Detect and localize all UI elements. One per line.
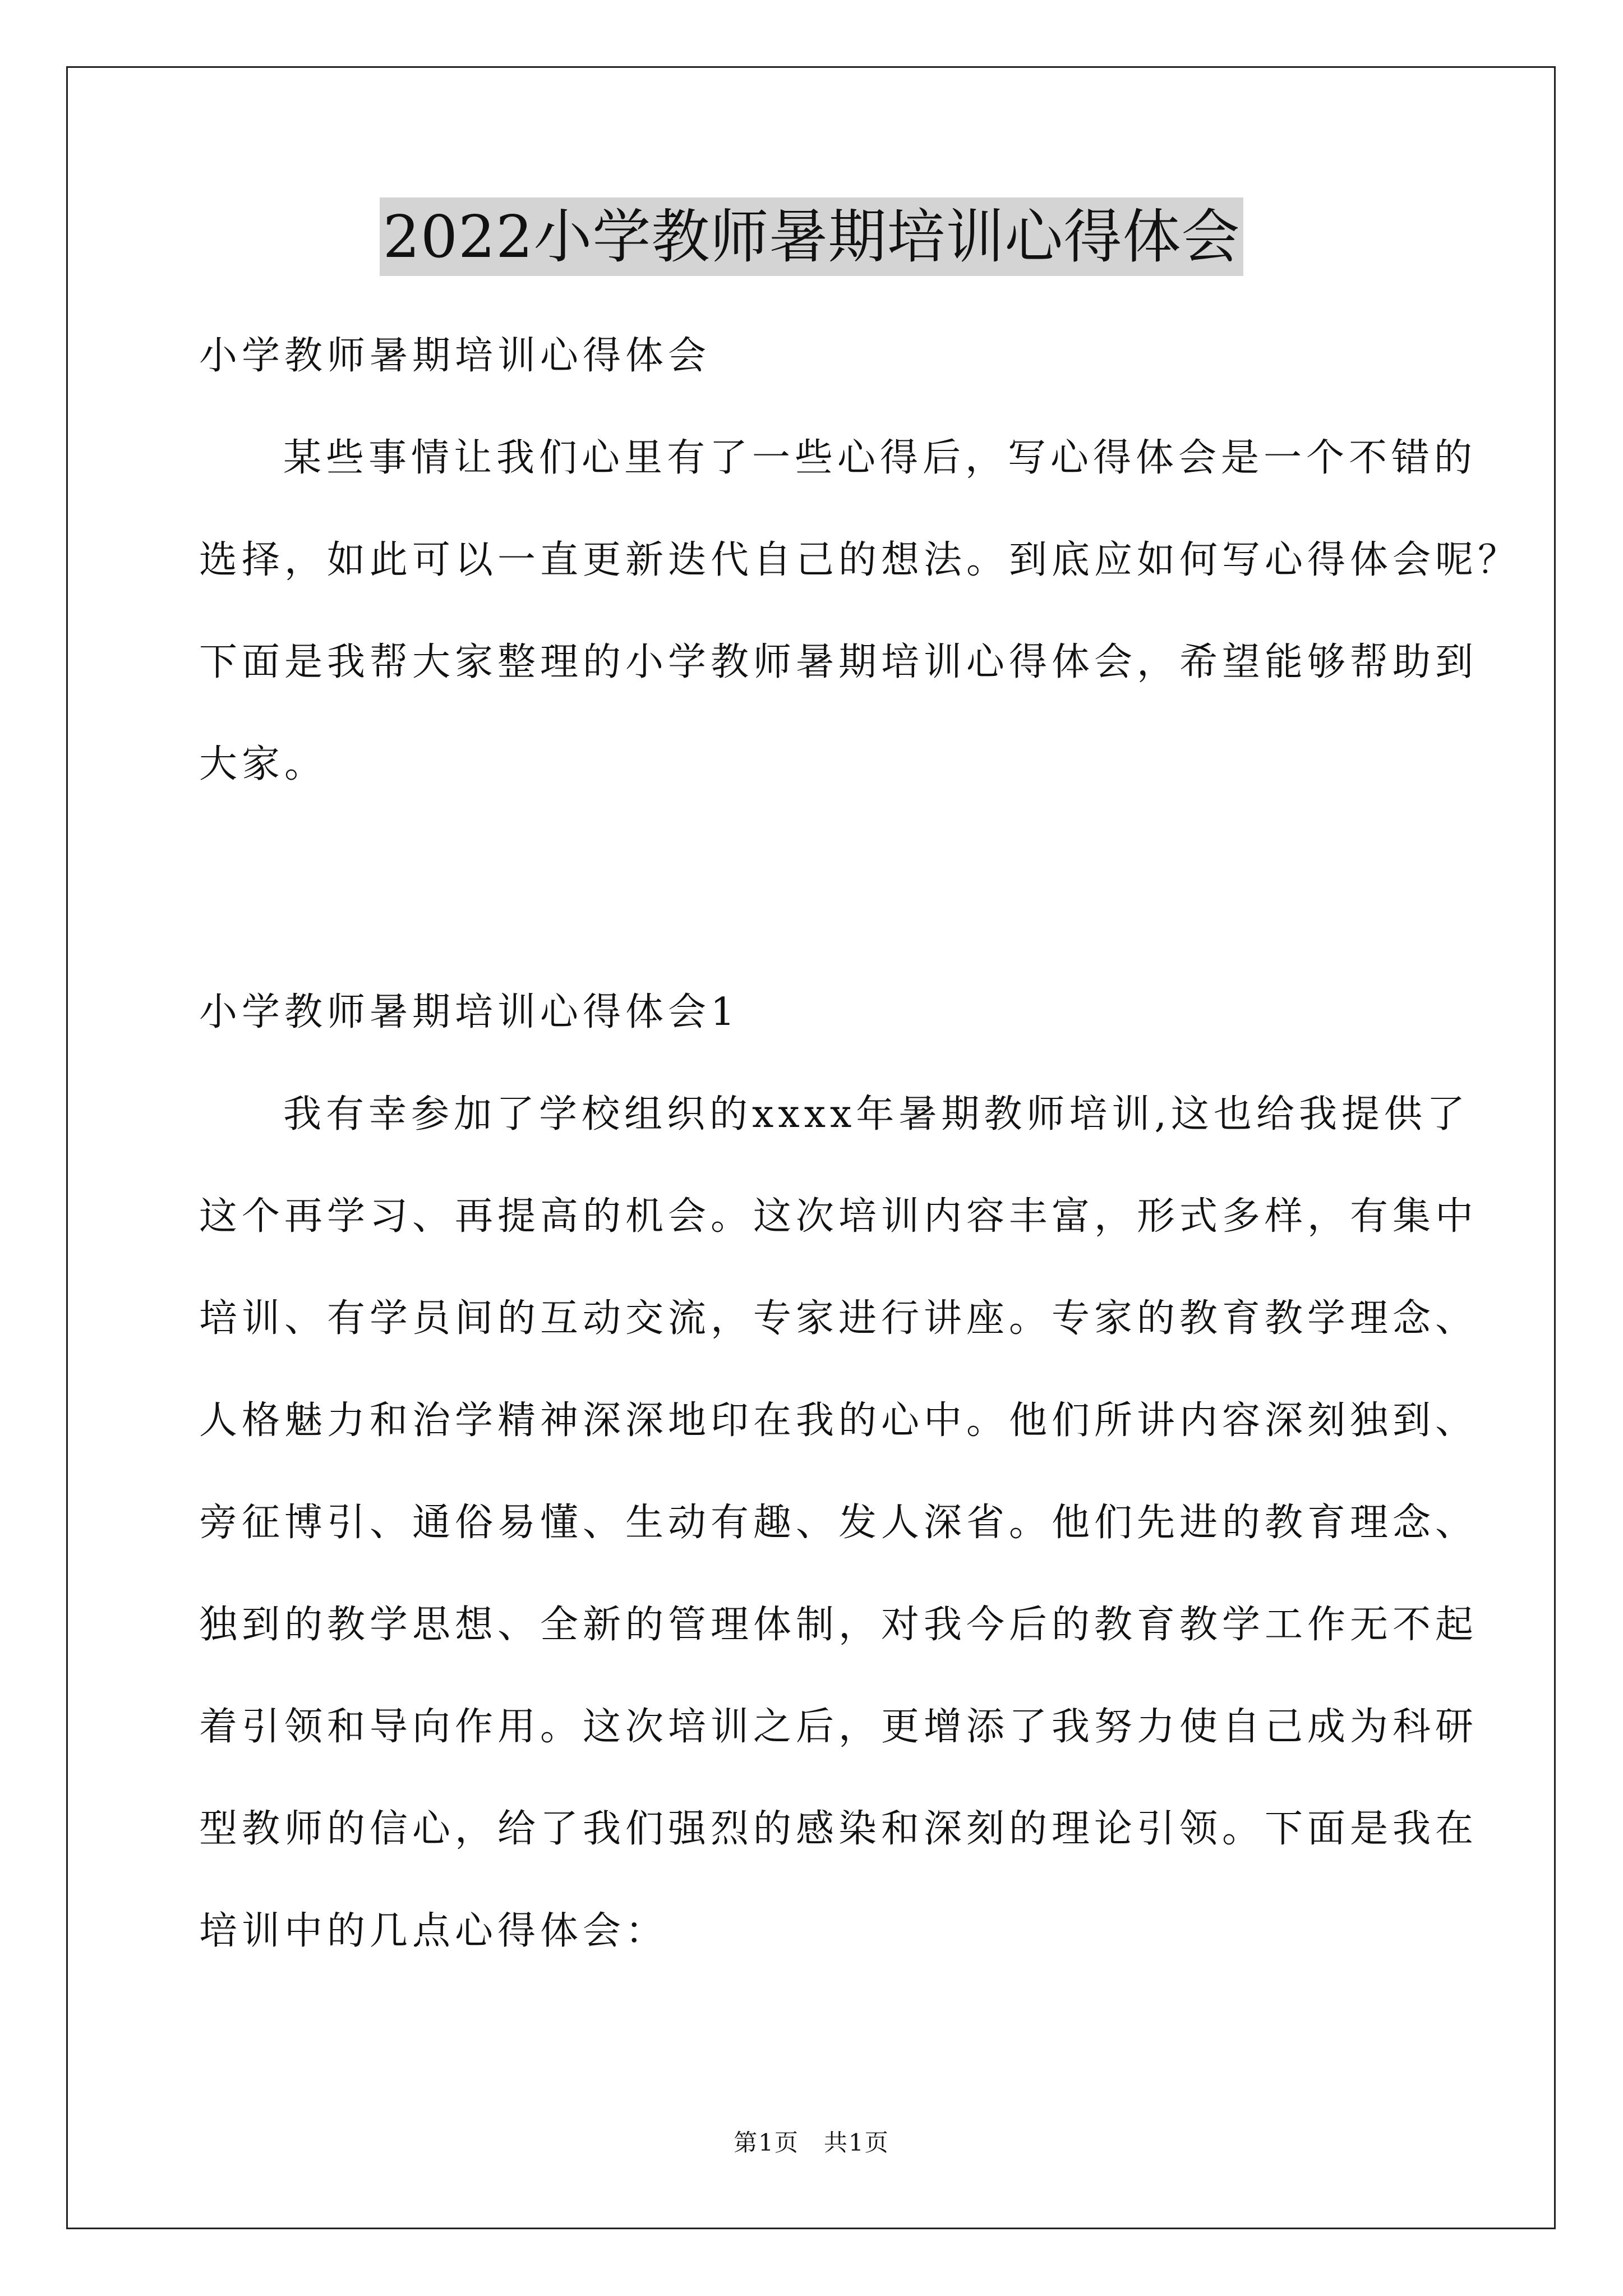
body-paragraph-line: 培训中的几点心得体会：: [199, 1909, 668, 1953]
body-paragraph-line: 培训、有学员间的互动交流，专家进行讲座。专家的教育教学理念、: [199, 1296, 1478, 1341]
body-paragraph-line: 型教师的信心，给了我们强烈的感染和深刻的理论引领。下面是我在: [199, 1807, 1478, 1851]
document-title: 2022小学教师暑期培训心得体会: [380, 197, 1244, 276]
body-paragraph-line: 这个再学习、再提高的机会。这次培训内容丰富，形式多样，有集中: [199, 1194, 1478, 1239]
intro-paragraph-line: 某些事情让我们心里有了一些心得后，写心得体会是一个不错的: [283, 436, 1477, 480]
page-footer: 第1页 共1页: [734, 2129, 889, 2156]
body-paragraph-line: 独到的教学思想、全新的管理体制，对我今后的教育教学工作无不起: [199, 1603, 1478, 1647]
section-gap: [199, 825, 1438, 970]
title-container: [0, 197, 1623, 276]
body-paragraph-line: 我有幸参加了学校组织的xxxx年暑期教师培训,这也给我提供了: [283, 1092, 1470, 1137]
document-body: [199, 314, 1521, 1991]
body-paragraph-line: 旁征博引、通俗易懂、生动有趣、发人深省。他们先进的教育理念、: [199, 1501, 1478, 1545]
subtitle: 小学教师暑期培训心得体会: [199, 334, 711, 378]
intro-paragraph-line: 下面是我帮大家整理的小学教师暑期培训心得体会，希望能够帮助到: [199, 640, 1478, 684]
intro-paragraph-line: 大家。: [199, 742, 328, 786]
section-heading: 小学教师暑期培训心得体会1: [199, 990, 740, 1034]
body-paragraph-line: 人格魅力和治学精神深深地印在我的心中。他们所讲内容深刻独到、: [199, 1398, 1478, 1443]
intro-paragraph-line: 选择，如此可以一直更新迭代自己的想法。到底应如何写心得体会呢？: [199, 538, 1521, 582]
body-paragraph-line: 着引领和导向作用。这次培训之后，更增添了我努力使自己成为科研: [199, 1705, 1478, 1749]
